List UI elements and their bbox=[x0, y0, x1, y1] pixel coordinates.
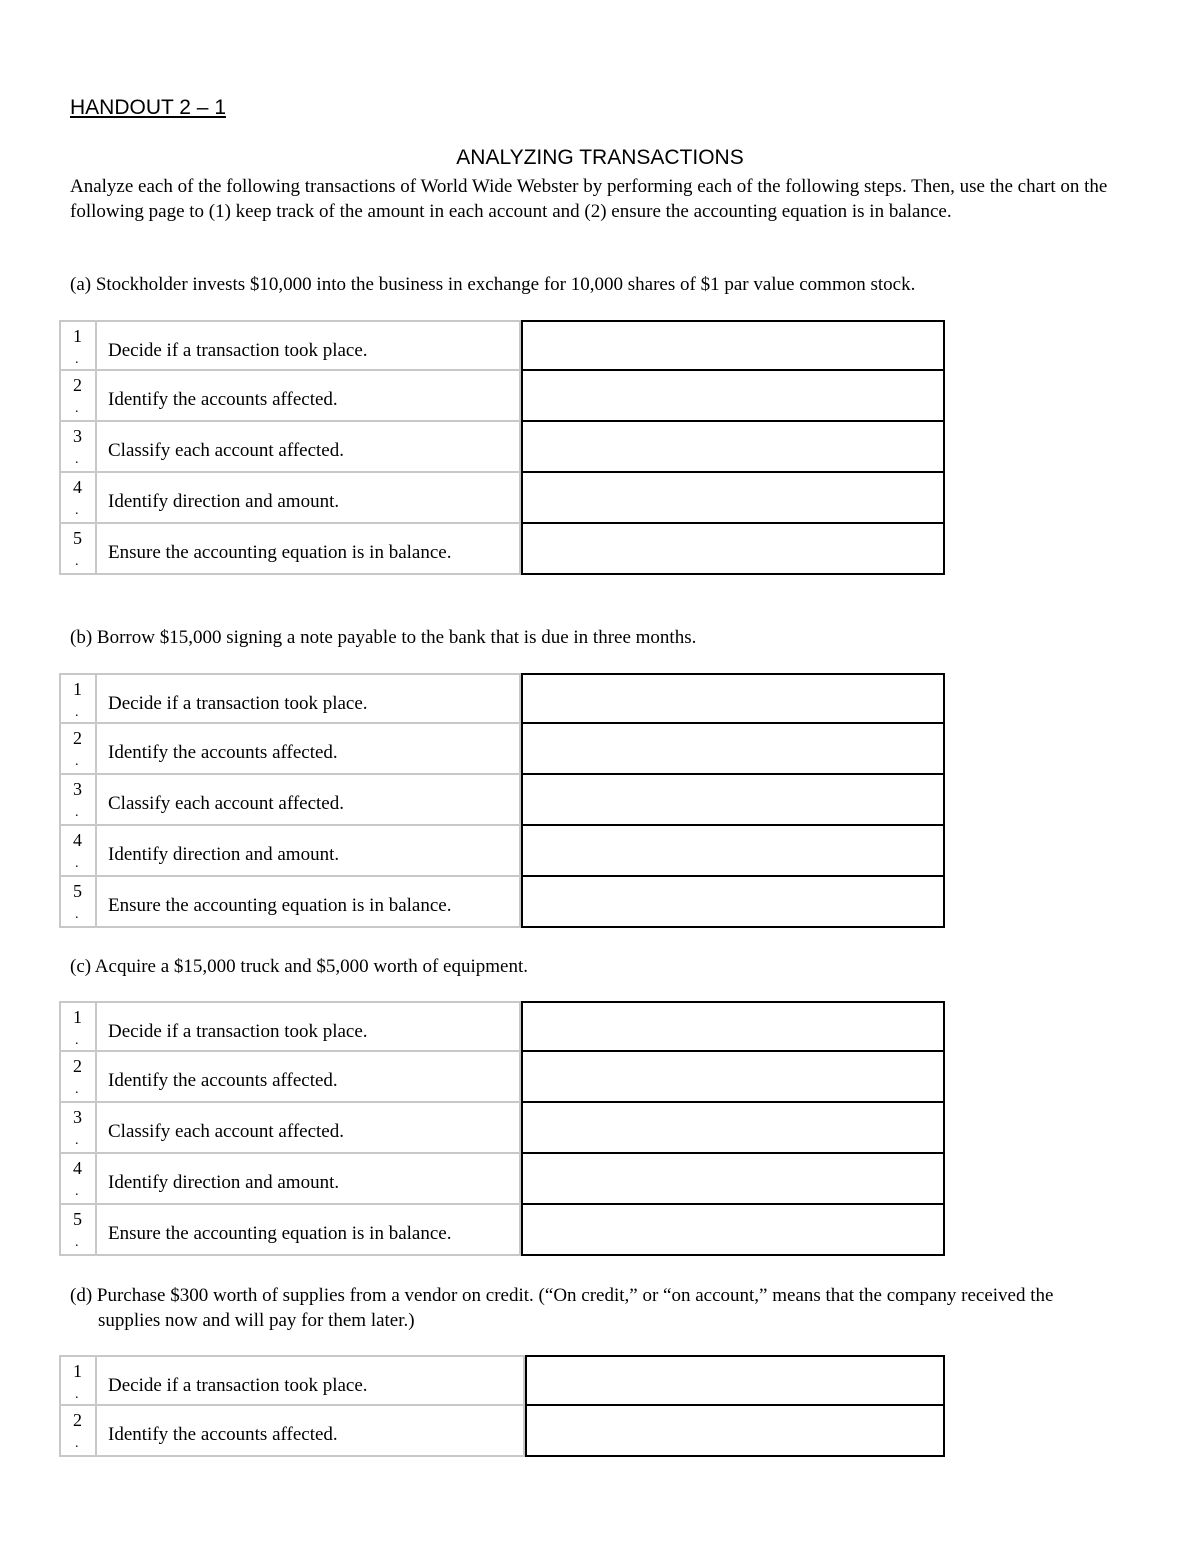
step-answer-box[interactable] bbox=[521, 371, 945, 422]
step-answer-box[interactable] bbox=[521, 877, 945, 928]
transaction-c-steps-table bbox=[59, 1001, 945, 1256]
step-label: Ensure the accounting equation is in balance. bbox=[97, 1205, 521, 1256]
transaction-b-prompt: (b) Borrow $15,000 signing a note payable to the bank that is due in three months. bbox=[70, 627, 697, 648]
step-row bbox=[59, 1355, 945, 1406]
step-number: 1 . bbox=[59, 673, 97, 724]
step-label: Ensure the accounting equation is in balance. bbox=[97, 524, 521, 575]
step-row bbox=[59, 320, 945, 371]
step-answer-box[interactable] bbox=[521, 473, 945, 524]
step-number: 5 . bbox=[59, 877, 97, 928]
transaction-b-steps-table bbox=[59, 673, 945, 928]
step-label: Classify each account affected. bbox=[97, 1103, 521, 1154]
step-number: 5 . bbox=[59, 1205, 97, 1256]
step-label: Identify direction and amount. bbox=[97, 826, 521, 877]
step-answer-box[interactable] bbox=[521, 1001, 945, 1052]
step-label: Identify direction and amount. bbox=[97, 1154, 521, 1205]
step-number: 4 . bbox=[59, 473, 97, 524]
step-answer-box[interactable] bbox=[521, 422, 945, 473]
step-answer-box[interactable] bbox=[521, 673, 945, 724]
step-label: Decide if a transaction took place. bbox=[97, 1001, 521, 1052]
instructions-paragraph: Analyze each of the following transactions of World Wide Webster by performing each of the following steps. Then, use the chart on the following page to (1) keep track of the amount in each account and (2) ensure the accounting equation is in balance. bbox=[70, 176, 1108, 222]
step-number: 1 . bbox=[59, 1355, 97, 1406]
step-label: Identify the accounts affected. bbox=[97, 724, 521, 775]
step-number: 2 . bbox=[59, 1052, 97, 1103]
step-row bbox=[59, 1103, 945, 1154]
step-row bbox=[59, 371, 945, 422]
step-number: 3 . bbox=[59, 422, 97, 473]
step-row bbox=[59, 775, 945, 826]
step-label: Classify each account affected. bbox=[97, 775, 521, 826]
step-row bbox=[59, 877, 945, 928]
transaction-d-steps-table bbox=[59, 1355, 945, 1457]
step-label: Decide if a transaction took place. bbox=[97, 673, 521, 724]
step-number: 5 . bbox=[59, 524, 97, 575]
step-answer-box[interactable] bbox=[521, 775, 945, 826]
step-row bbox=[59, 422, 945, 473]
step-answer-box[interactable] bbox=[525, 1355, 945, 1406]
step-answer-box[interactable] bbox=[521, 1052, 945, 1103]
step-answer-box[interactable] bbox=[521, 524, 945, 575]
step-label: Identify the accounts affected. bbox=[97, 1052, 521, 1103]
step-label: Identify the accounts affected. bbox=[97, 1406, 525, 1457]
step-answer-box[interactable] bbox=[521, 826, 945, 877]
step-row bbox=[59, 1001, 945, 1052]
handout-label: HANDOUT 2 – 1 bbox=[70, 96, 226, 119]
step-number: 4 . bbox=[59, 1154, 97, 1205]
step-row bbox=[59, 1154, 945, 1205]
step-answer-box[interactable] bbox=[521, 1103, 945, 1154]
step-label: Identify direction and amount. bbox=[97, 473, 521, 524]
step-row bbox=[59, 673, 945, 724]
step-number: 1 . bbox=[59, 1001, 97, 1052]
step-label: Classify each account affected. bbox=[97, 422, 521, 473]
step-row bbox=[59, 826, 945, 877]
step-row bbox=[59, 1052, 945, 1103]
step-answer-box[interactable] bbox=[521, 320, 945, 371]
step-number: 3 . bbox=[59, 775, 97, 826]
step-row bbox=[59, 473, 945, 524]
step-label: Decide if a transaction took place. bbox=[97, 320, 521, 371]
step-row bbox=[59, 724, 945, 775]
step-answer-box[interactable] bbox=[521, 724, 945, 775]
step-answer-box[interactable] bbox=[521, 1205, 945, 1256]
step-number: 3 . bbox=[59, 1103, 97, 1154]
step-label: Decide if a transaction took place. bbox=[97, 1355, 525, 1406]
step-label: Identify the accounts affected. bbox=[97, 371, 521, 422]
step-number: 4 . bbox=[59, 826, 97, 877]
step-answer-box[interactable] bbox=[521, 1154, 945, 1205]
page-title: ANALYZING TRANSACTIONS bbox=[456, 146, 744, 169]
transaction-a-steps-table bbox=[59, 320, 945, 575]
step-number: 2 . bbox=[59, 371, 97, 422]
step-number: 1 . bbox=[59, 320, 97, 371]
transaction-a-prompt: (a) Stockholder invests $10,000 into the business in exchange for 10,000 shares of $1 par value common stock. bbox=[70, 274, 916, 295]
transaction-c-prompt: (c) Acquire a $15,000 truck and $5,000 worth of equipment. bbox=[70, 956, 528, 977]
step-row bbox=[59, 1406, 945, 1457]
step-label: Ensure the accounting equation is in balance. bbox=[97, 877, 521, 928]
step-number: 2 . bbox=[59, 1406, 97, 1457]
step-number: 2 . bbox=[59, 724, 97, 775]
step-row bbox=[59, 524, 945, 575]
step-row bbox=[59, 1205, 945, 1256]
step-answer-box[interactable] bbox=[525, 1406, 945, 1457]
transaction-d-prompt: (d) Purchase $300 worth of supplies from a vendor on credit. (“On credit,” or “on account,” means that the company received the supplies now and will pay for them later.) bbox=[70, 1285, 1054, 1331]
